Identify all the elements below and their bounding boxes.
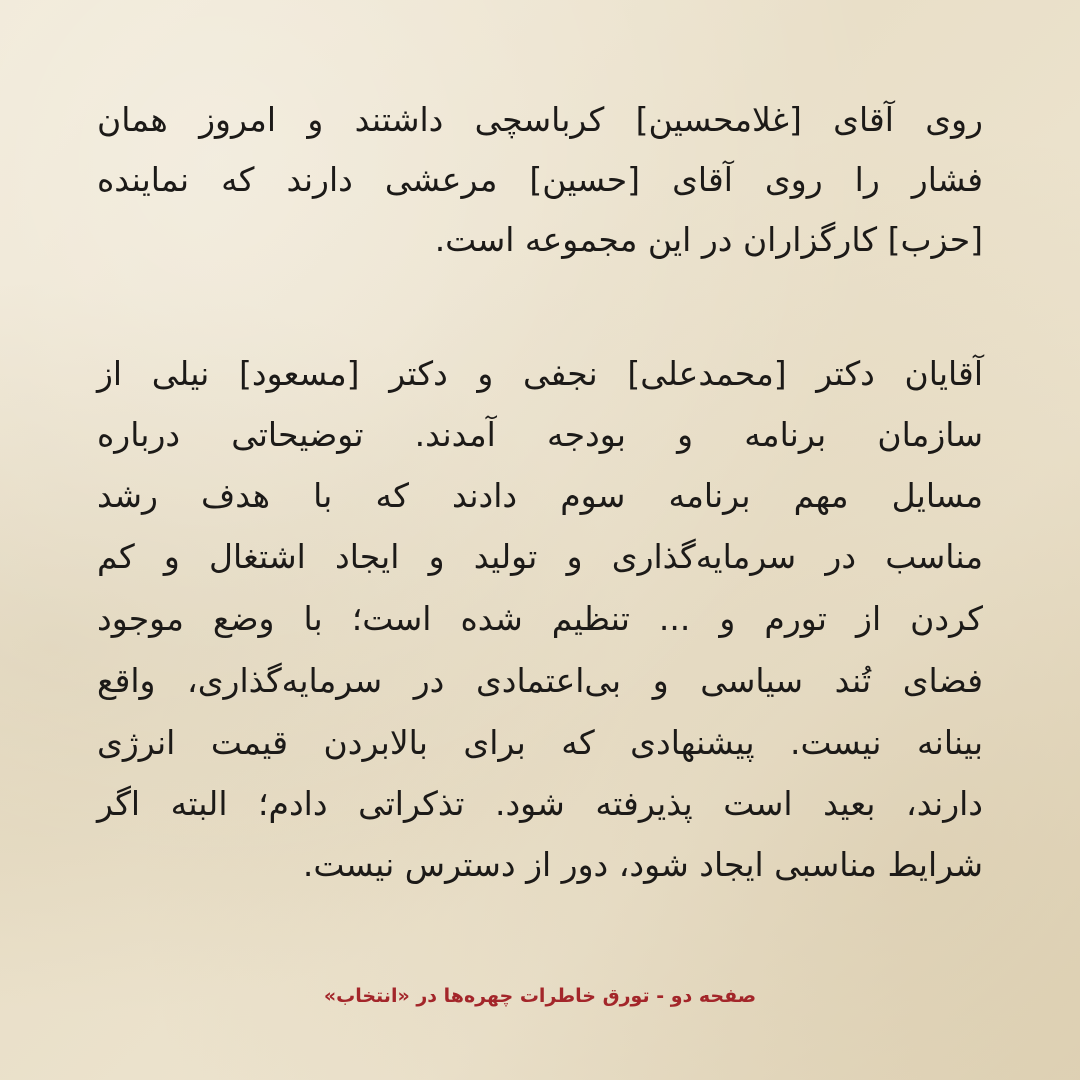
text-line: شرایط مناسبی ایجاد شود، دور از دسترس نیست.	[302, 845, 983, 884]
text-line: کردن از تورم و ... تنظیم شده است؛ با وضع موجود	[97, 599, 983, 638]
text-line: آقایان دکتر [محمدعلی] نجفی و دکتر [مسعود] نیلی از	[97, 354, 983, 393]
text-line: فضای تُند سیاسی و بی‌اعتمادی در سرمایه‌گذاری، واقع	[97, 661, 983, 700]
text-line: مناسب در سرمایه‌گذاری و تولید و ایجاد اشتغال و کم	[97, 537, 983, 576]
page-footer: صفحه دو - تورق خاطرات چهره‌ها در «انتخاب»	[323, 985, 757, 1007]
text-line: روی آقای [غلامحسین] کرباسچی داشتند و امروز همان	[97, 100, 983, 139]
text-line: مسایل مهم برنامه سوم دادند که با هدف رشد	[97, 476, 983, 515]
text-line: سازمان برنامه و بودجه آمدند. توضیحاتی درباره	[97, 415, 983, 454]
text-line: دارند، بعید است پذیرفته شود. تذکراتی دادم؛ البته اگر	[97, 784, 983, 823]
text-line: فشار را روی آقای [حسین] مرعشی دارند که نماینده	[97, 160, 983, 199]
text-line: بینانه نیست. پیشنهادی که برای بالابردن قیمت انرژی	[97, 723, 983, 762]
text-line: [حزب] کارگزاران در این مجموعه است.	[434, 220, 983, 259]
